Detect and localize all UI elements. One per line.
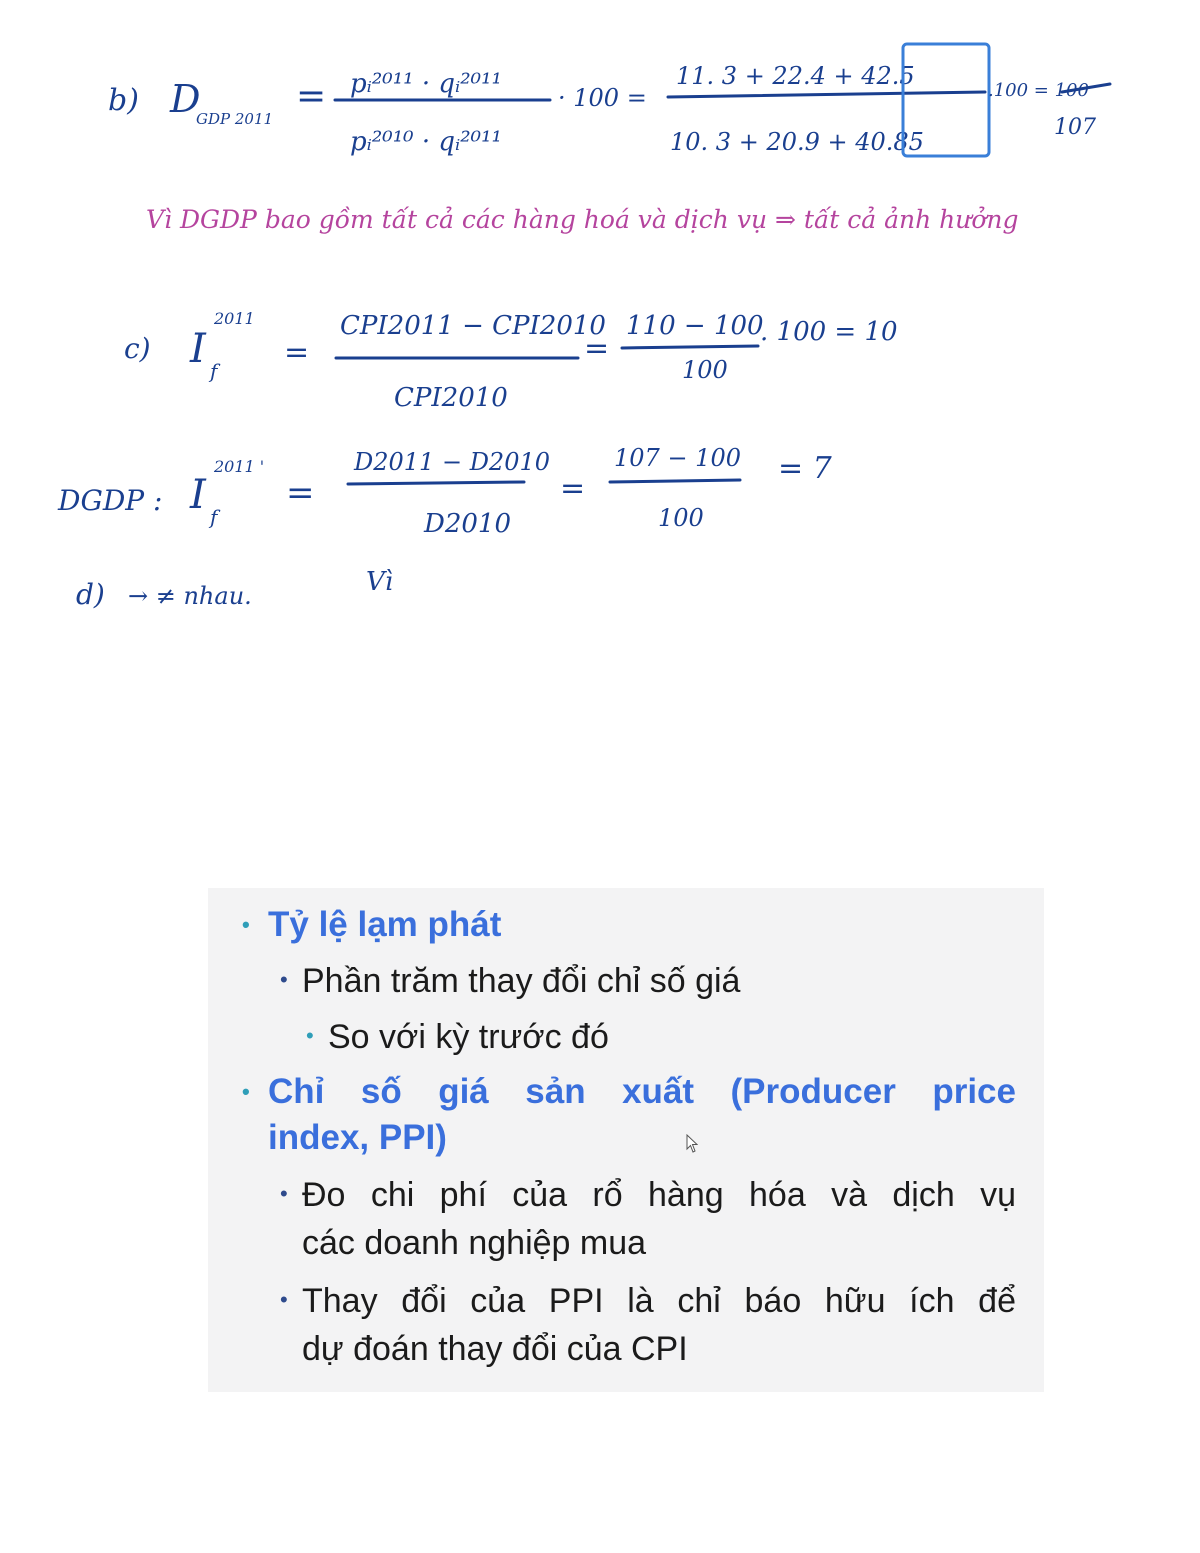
part-b-calc-bar [668,92,985,97]
slide-bullet-inflation-rate [240,902,1016,948]
part-c-symbol: I [190,326,206,372]
part-d-text: → ≠ nhau. [128,582,252,610]
bullet-text-line2: dự đoán thay đổi của CPI [302,1330,688,1368]
part-b-note: Vì DGDP bao gồm tất cả các hàng hoá và dịch vụ ⇒ tất cả ảnh hưởng [146,205,1019,234]
part-b-result: 107 [1054,115,1096,140]
part-b-calc-numerator: 11. 3 + 22.4 + 42.5 [676,62,915,90]
part-b-label: b) [108,83,139,118]
part-b-denominator: pᵢ²⁰¹⁰ · qᵢ²⁰¹¹ [350,127,502,157]
bullet-dot: • [306,1023,314,1048]
bullet-dot: • [280,1181,288,1206]
svg-text:=: = [560,471,586,506]
part-c-denominator: CPI2010 [394,383,508,413]
bullet-dot: • [242,1079,250,1104]
slide-subsubbullet-previous-period [240,1013,1016,1061]
part-c-symbol-sub: f [210,359,218,383]
part-dgdp-fraction-bar [348,482,524,484]
part-dgdp-result: = 7 [778,451,832,486]
part-b-lhs-sub: GDP 2011 [196,110,274,128]
bullet-text: Phần trăm thay đổi chỉ số giá [302,962,741,1000]
part-b-calc-denominator: 10. 3 + 20.9 + 40.85 [670,128,924,156]
part-dgdp-calc-numerator: 107 − 100 [614,444,741,472]
slide-subbullet-price-change [240,957,1016,1005]
slide-subbullet-ppi-cost [240,1171,1016,1267]
part-d-note [76,567,393,611]
part-c-label: c) [124,332,151,365]
part-c-result: . 100 = 10 [760,317,898,347]
part-dgdp-symbol-sup: 2011 ' [214,457,265,476]
part-c-symbol-sup: 2011 [214,309,255,328]
bullet-dot: • [280,967,288,992]
part-dgdp-numerator: D2011 − D2010 [354,448,551,476]
part-dgdp-calc-bar [610,480,740,482]
handwritten-notes [0,0,1200,640]
part-b-lhs: D [170,77,201,121]
part-dgdp-symbol: I [190,472,206,518]
bullet-text-line2: các doanh nghiệp mua [302,1224,647,1262]
part-dgdp-denominator: D2010 [424,509,512,539]
part-c-calc-bar [622,346,758,348]
bullet-text: So với kỳ trước đó [328,1018,609,1056]
bullet-text-line1: Chỉ số giá sản xuất (Producer price [268,1072,1016,1111]
part-dgdp-label: DGDP : [58,484,163,517]
lecture-slide [208,888,1044,1392]
bullet-text-line2: index, PPI) [268,1118,447,1157]
part-c-calc-numerator: 110 − 100 [626,311,764,341]
part-b-times: · 100 = [558,84,647,112]
svg-text:=: = [286,473,315,513]
part-b-formula [108,44,1110,157]
bullet-text: Tỷ lệ lạm phát [268,905,502,944]
part-b-numerator: pᵢ²⁰¹¹ · qᵢ²⁰¹¹ [350,69,502,99]
slide-subbullet-ppi-indicator [240,1277,1016,1373]
bullet-dot: • [280,1287,288,1312]
bullet-text-line1: Đo chi phí của rổ hàng hóa và dịch vụ [302,1176,1016,1214]
svg-text:=: = [296,76,327,117]
part-c-formula [124,309,898,413]
slide-bullet-ppi [240,1069,1016,1161]
part-d-reason: Vì [366,567,394,597]
svg-text:=: = [284,335,310,370]
bullet-dot: • [242,912,250,937]
svg-text:=: = [584,331,610,366]
part-c-numerator: CPI2011 − CPI2010 [340,311,606,341]
part-dgdp-symbol-sub: f [210,505,218,529]
part-dgdp-formula [57,444,833,539]
part-d-label: d) [76,578,105,611]
part-dgdp-calc-denominator: 100 [658,504,704,532]
bullet-text-line1: Thay đổi của PPI là chỉ báo hữu ích để [302,1282,1016,1320]
part-b-tail: .100 = 100 [988,80,1089,101]
part-c-calc-denominator: 100 [682,356,728,384]
mouse-pointer-icon [686,1134,698,1154]
